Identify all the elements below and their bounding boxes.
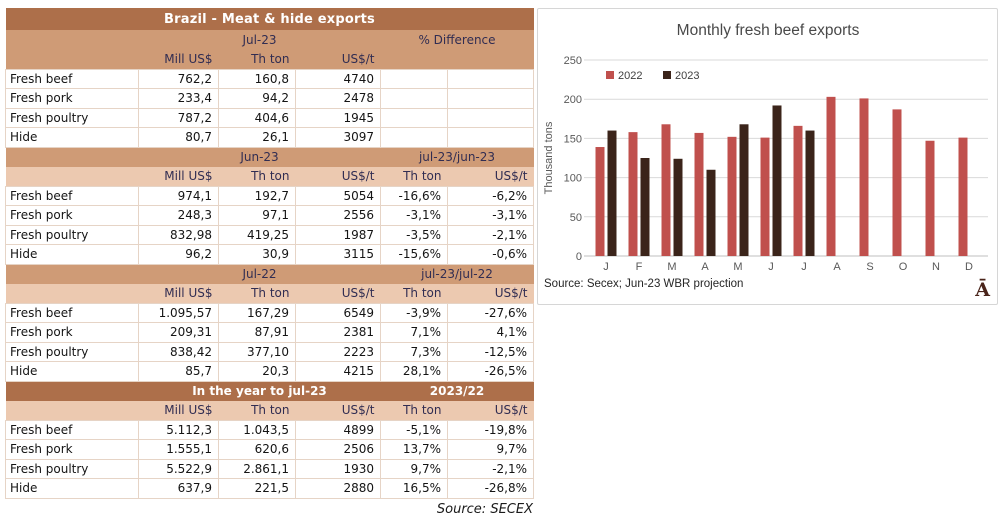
value-cell: 1930 [296, 459, 381, 479]
x-tick-label: F [635, 261, 643, 273]
period-header: In the year to jul-23 [139, 381, 381, 401]
value-cell: 96,2 [139, 245, 219, 265]
value-cell [448, 128, 534, 148]
value-cell: -6,2% [448, 186, 534, 206]
row-label: Fresh poultry [6, 342, 139, 362]
value-cell: 787,2 [139, 108, 219, 128]
table-row [6, 264, 534, 284]
value-cell [381, 108, 448, 128]
period-header: Jun-23 [139, 147, 381, 167]
table-row [6, 167, 534, 187]
bar-2022-5 [761, 138, 770, 256]
x-tick-label: J [801, 261, 807, 273]
row-label: Fresh poultry [6, 459, 139, 479]
value-cell: 762,2 [139, 69, 219, 89]
col-header: Th ton [381, 284, 448, 304]
value-cell [448, 108, 534, 128]
value-cell: 419,25 [219, 225, 296, 245]
spacer-cell [6, 167, 139, 187]
watermark-letter: Ā [975, 279, 990, 301]
x-tick-label: D [965, 261, 973, 273]
col-header: Th ton [219, 167, 296, 187]
value-cell: -3,5% [381, 225, 448, 245]
value-cell: 620,6 [219, 440, 296, 460]
table-row [6, 186, 534, 206]
col-header: Mill US$ [139, 167, 219, 187]
value-cell [448, 69, 534, 89]
row-label: Fresh beef [6, 303, 139, 323]
col-header: Mill US$ [139, 284, 219, 304]
diff-header: % Difference [381, 30, 534, 50]
x-tick-label: O [898, 261, 908, 273]
y-tick-label: 250 [563, 55, 582, 67]
col-header: US$/t [448, 401, 534, 421]
bar-2023-2 [674, 159, 683, 256]
row-label: Hide [6, 479, 139, 499]
bar-2023-6 [806, 131, 815, 256]
value-cell: -12,5% [448, 342, 534, 362]
fresh-beef-exports-chart [537, 8, 998, 305]
value-cell: 2478 [296, 89, 381, 109]
spacer-cell [6, 264, 139, 284]
value-cell: 2223 [296, 342, 381, 362]
value-cell: -26,8% [448, 479, 534, 499]
table-row [6, 362, 534, 382]
row-label: Fresh beef [6, 420, 139, 440]
value-cell: 16,5% [381, 479, 448, 499]
col-header: US$/t [296, 167, 381, 187]
chart-source: Source: Secex; Jun-23 WBR projection [544, 278, 744, 290]
bar-2023-4 [740, 124, 749, 256]
value-cell: -2,1% [448, 459, 534, 479]
table-row [6, 401, 534, 421]
x-tick-label: J [768, 261, 774, 273]
value-cell: 832,98 [139, 225, 219, 245]
value-cell: 209,31 [139, 323, 219, 343]
row-label: Fresh pork [6, 323, 139, 343]
value-cell: 3097 [296, 128, 381, 148]
col-header [448, 50, 534, 70]
x-tick-label: A [833, 261, 841, 273]
legend-label-2023: 2023 [675, 70, 700, 82]
row-label: Fresh pork [6, 89, 139, 109]
value-cell: 28,1% [381, 362, 448, 382]
value-cell: 7,3% [381, 342, 448, 362]
table-row [6, 147, 534, 167]
value-cell: 1.555,1 [139, 440, 219, 460]
diff-header: jul-23/jun-23 [381, 147, 534, 167]
diff-header: 2023/22 [381, 381, 534, 401]
col-header: US$/t [296, 401, 381, 421]
table-row [6, 8, 534, 30]
legend-swatch-2022 [606, 71, 614, 79]
bar-2022-10 [926, 141, 935, 256]
col-header: Th ton [381, 401, 448, 421]
value-cell: 3115 [296, 245, 381, 265]
value-cell: -15,6% [381, 245, 448, 265]
value-cell: -2,1% [448, 225, 534, 245]
legend-swatch-2023 [663, 71, 671, 79]
value-cell: 4899 [296, 420, 381, 440]
spacer-cell [6, 147, 139, 167]
value-cell: 97,1 [219, 206, 296, 226]
col-header: US$/t [296, 50, 381, 70]
value-cell: 85,7 [139, 362, 219, 382]
value-cell: 233,4 [139, 89, 219, 109]
value-cell: 5054 [296, 186, 381, 206]
x-tick-label: S [866, 261, 874, 273]
exports-table [5, 8, 534, 499]
bar-2023-1 [641, 158, 650, 256]
value-cell: -5,1% [381, 420, 448, 440]
spacer-cell [6, 284, 139, 304]
value-cell: 974,1 [139, 186, 219, 206]
value-cell: 6549 [296, 303, 381, 323]
bar-2023-3 [707, 170, 716, 256]
spacer-cell [6, 381, 139, 401]
value-cell: 5.112,3 [139, 420, 219, 440]
table-row [6, 284, 534, 304]
value-cell [381, 128, 448, 148]
value-cell: 838,42 [139, 342, 219, 362]
value-cell: 160,8 [219, 69, 296, 89]
bar-2022-2 [662, 124, 671, 256]
value-cell: 4740 [296, 69, 381, 89]
value-cell: -16,6% [381, 186, 448, 206]
table-source: Source: SECEX [436, 501, 533, 517]
col-header: US$/t [448, 167, 534, 187]
y-axis-label: Thousand tons [543, 121, 555, 195]
bar-2022-11 [959, 138, 968, 256]
table-row [6, 459, 534, 479]
col-header: Th ton [219, 401, 296, 421]
y-tick-label: 100 [563, 172, 582, 185]
value-cell: 80,7 [139, 128, 219, 148]
table-row [6, 323, 534, 343]
bar-2022-3 [695, 133, 704, 256]
bar-2022-4 [728, 137, 737, 256]
value-cell: 192,7 [219, 186, 296, 206]
chart-title: Monthly fresh beef exports [676, 22, 860, 39]
value-cell: -0,6% [448, 245, 534, 265]
x-tick-label: A [701, 261, 709, 273]
table-row [6, 206, 534, 226]
row-label: Fresh pork [6, 206, 139, 226]
col-header: Mill US$ [139, 50, 219, 70]
value-cell: 2506 [296, 440, 381, 460]
value-cell: 2.861,1 [219, 459, 296, 479]
y-tick-label: 0 [575, 251, 582, 263]
table-row [6, 128, 534, 148]
spacer-cell [6, 50, 139, 70]
value-cell: 9,7% [448, 440, 534, 460]
row-label: Fresh beef [6, 186, 139, 206]
row-label: Hide [6, 128, 139, 148]
table-row [6, 245, 534, 265]
value-cell: 87,91 [219, 323, 296, 343]
bar-chart-svg [538, 9, 997, 304]
value-cell: -19,8% [448, 420, 534, 440]
value-cell: 30,9 [219, 245, 296, 265]
table-row [6, 420, 534, 440]
row-label: Fresh poultry [6, 225, 139, 245]
row-label: Hide [6, 362, 139, 382]
value-cell: 637,9 [139, 479, 219, 499]
exports-table-panel [5, 8, 533, 517]
value-cell: 1987 [296, 225, 381, 245]
value-cell: 221,5 [219, 479, 296, 499]
col-header: US$/t [296, 284, 381, 304]
value-cell: 7,1% [381, 323, 448, 343]
table-row [6, 479, 534, 499]
row-label: Hide [6, 245, 139, 265]
value-cell: 1.043,5 [219, 420, 296, 440]
col-header: Th ton [381, 167, 448, 187]
value-cell: -3,1% [448, 206, 534, 226]
table-row [6, 342, 534, 362]
bar-2023-0 [608, 131, 617, 256]
bar-2022-1 [629, 132, 638, 256]
value-cell: 2880 [296, 479, 381, 499]
value-cell: 404,6 [219, 108, 296, 128]
value-cell: 9,7% [381, 459, 448, 479]
value-cell: 167,29 [219, 303, 296, 323]
spacer-cell [6, 401, 139, 421]
table-row [6, 381, 534, 401]
value-cell: 1945 [296, 108, 381, 128]
value-cell: 1.095,57 [139, 303, 219, 323]
spacer-cell [6, 30, 139, 50]
y-tick-label: 50 [569, 211, 582, 224]
value-cell: 4,1% [448, 323, 534, 343]
period-header: Jul-23 [139, 30, 381, 50]
x-tick-label: J [603, 261, 609, 273]
col-header [381, 50, 448, 70]
value-cell: 5.522,9 [139, 459, 219, 479]
value-cell: -26,5% [448, 362, 534, 382]
value-cell: 13,7% [381, 440, 448, 460]
exports-table-body [6, 8, 534, 498]
col-header: Th ton [219, 50, 296, 70]
x-tick-label: M [733, 261, 743, 273]
table-row [6, 89, 534, 109]
table-row [6, 50, 534, 70]
y-tick-label: 200 [563, 94, 582, 107]
table-row [6, 30, 534, 50]
value-cell: 2556 [296, 206, 381, 226]
bar-2022-6 [794, 126, 803, 256]
value-cell: 26,1 [219, 128, 296, 148]
value-cell [381, 69, 448, 89]
value-cell [448, 89, 534, 109]
table-row [6, 69, 534, 89]
bar-2022-7 [827, 97, 836, 256]
x-tick-label: M [667, 261, 677, 273]
table-row [6, 440, 534, 460]
row-label: Fresh beef [6, 69, 139, 89]
col-header: Th ton [219, 284, 296, 304]
value-cell: -27,6% [448, 303, 534, 323]
value-cell: 377,10 [219, 342, 296, 362]
value-cell [381, 89, 448, 109]
diff-header: jul-23/jul-22 [381, 264, 534, 284]
table-row [6, 225, 534, 245]
value-cell: -3,1% [381, 206, 448, 226]
legend-label-2022: 2022 [618, 70, 643, 82]
value-cell: -3,9% [381, 303, 448, 323]
col-header: US$/t [448, 284, 534, 304]
row-label: Fresh poultry [6, 108, 139, 128]
value-cell: 94,2 [219, 89, 296, 109]
table-title: Brazil - Meat & hide exports [6, 8, 534, 30]
table-row [6, 108, 534, 128]
value-cell: 20,3 [219, 362, 296, 382]
value-cell: 248,3 [139, 206, 219, 226]
value-cell: 4215 [296, 362, 381, 382]
bar-2022-8 [860, 98, 869, 256]
bar-2023-5 [773, 105, 782, 256]
x-tick-label: N [932, 261, 940, 273]
bar-2022-9 [893, 109, 902, 256]
row-label: Fresh pork [6, 440, 139, 460]
y-tick-label: 150 [563, 133, 582, 146]
col-header: Mill US$ [139, 401, 219, 421]
value-cell: 2381 [296, 323, 381, 343]
bar-2022-0 [596, 147, 605, 256]
table-row [6, 303, 534, 323]
period-header: Jul-22 [139, 264, 381, 284]
